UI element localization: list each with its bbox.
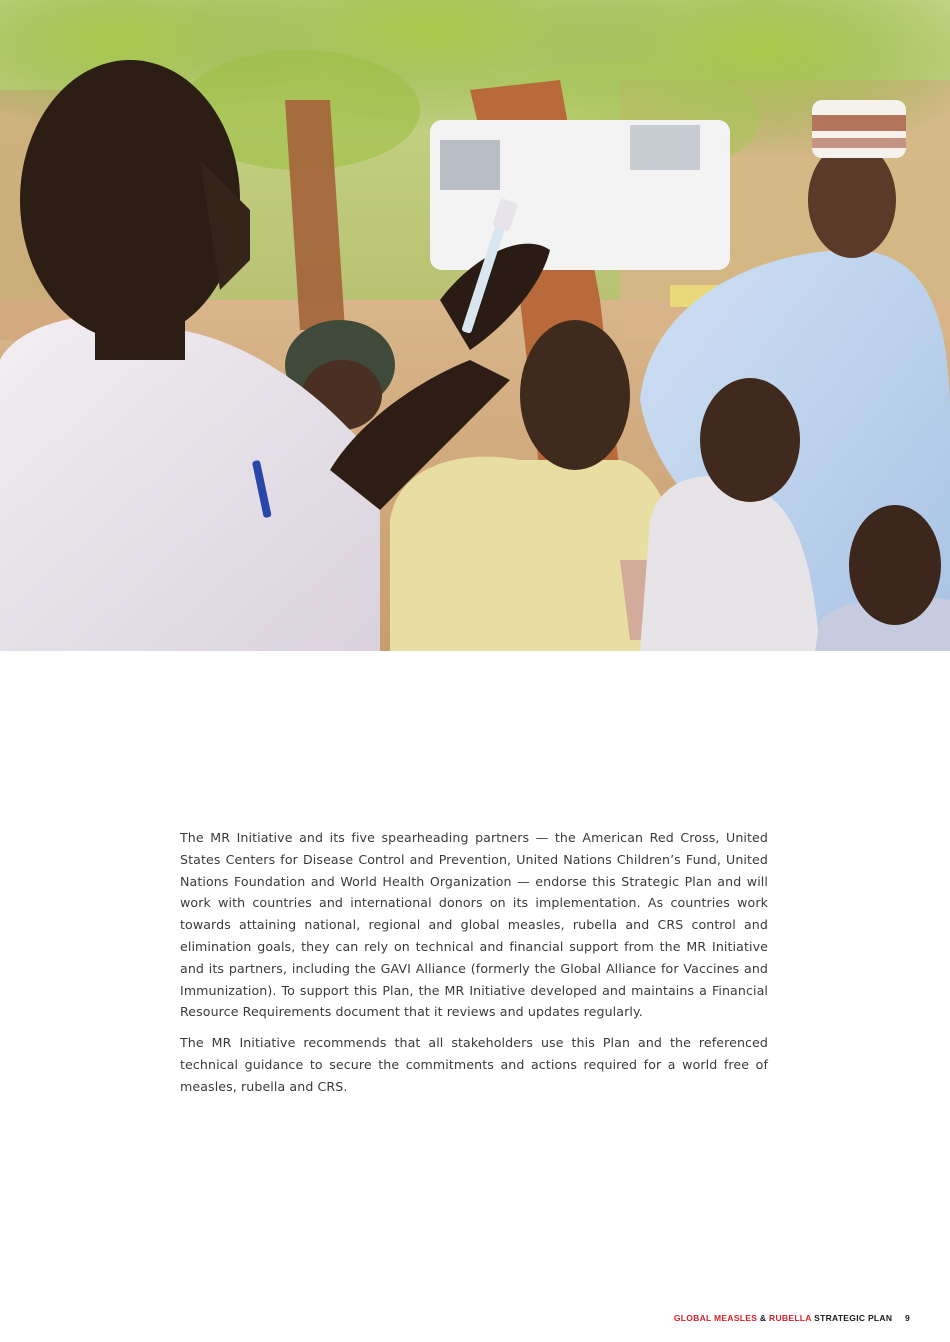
footer-title-global-measles: GLOBAL MEASLES [673, 1313, 758, 1323]
vaccination-scene-image [0, 0, 950, 651]
paragraph-recommendation: The MR Initiative recommends that all stakeholders use this Plan and the referenced technical guidance to secure the commitments and actions required for a world free of measles, rubella and CRS. [180, 1035, 768, 1094]
page-footer [674, 1313, 910, 1323]
paragraph-partners: The MR Initiative and its five spearheading partners — the American Red Cross, United States Centers for Disease Control and Prevention, United Nations Children’s Fund, United Nations Foundation and World Health Organization — endorse this Strategic Plan and will work with countries and international donors on its implementation. As countries work towards attaining national, regional and global measles, rubella and CRS control and elimination goals, they can rely on technical and financial support from the MR Initiative and its partners, including the GAVI Alliance (formerly the Global Alliance for Vaccines and Immunization). To support this Plan, the MR Initiative developed and maintains a Financial Resource Requirements document that it reviews and updates regularly. [180, 830, 768, 1020]
body-text [180, 827, 768, 1107]
page-number: 9 [904, 1313, 910, 1323]
footer-ampersand: & [759, 1313, 767, 1323]
footer-title-rubella: RUBELLA [769, 1313, 812, 1323]
cover-photo [0, 0, 950, 651]
footer-title-strategic-plan: STRATEGIC PLAN [814, 1313, 893, 1323]
